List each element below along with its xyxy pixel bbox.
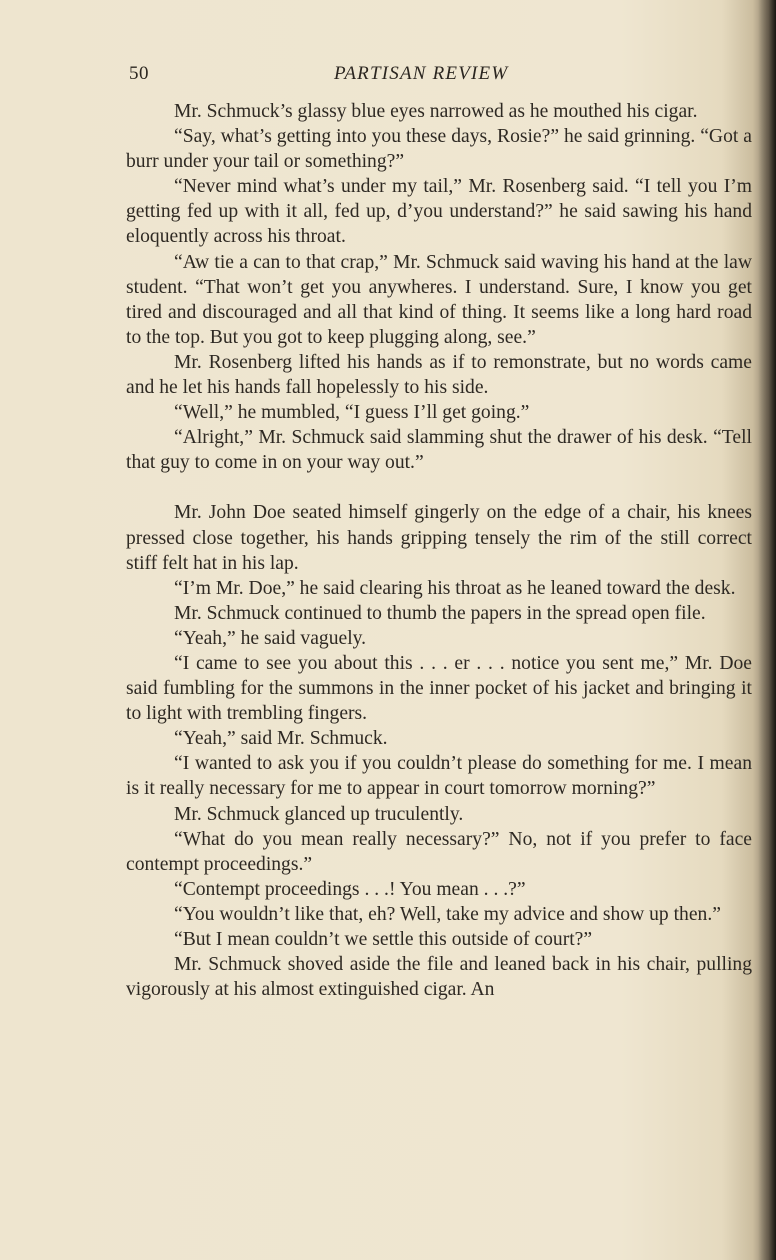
paragraph: “I wanted to ask you if you couldn’t please do something for me. I mean is it really necessary for me to appear in court tomorrow morning?” [126, 753, 752, 800]
paragraph: “Never mind what’s under my tail,” Mr. Rosenberg said. “I tell you I’m getting fed up with it all, fed up, d’you understand?” he said sawing his hand eloquently across his throat. [126, 176, 752, 248]
paragraph: Mr. Schmuck continued to thumb the papers in the spread open file. [174, 602, 706, 624]
paragraph: “But I mean couldn’t we settle this outside of court?” [174, 929, 593, 950]
paragraph: “Yeah,” said Mr. Schmuck. [174, 728, 388, 750]
paragraph: “Say, what’s getting into you these days, Rosie?” he said grinning. “Got a burr under your tail or something?” [126, 126, 752, 173]
page-number: 50 [129, 63, 149, 84]
paragraph: Mr. Schmuck’s glassy blue eyes narrowed as he mouthed his cigar. [174, 101, 698, 122]
paragraph: “I’m Mr. Doe,” he said clearing his throat as he leaned toward the desk. [174, 577, 736, 599]
paragraph: “Contempt proceedings . . .! You mean . . .?” [174, 878, 526, 900]
paragraph: “Well,” he mumbled, “I guess I’ll get going.” [174, 402, 530, 424]
paragraph: “Aw tie a can to that crap,” Mr. Schmuck said waving his hand at the law student. “That won’t get you anywheres. I understand. Sure, I know you get tired and discouraged and all that kind of thing. It seems like a long hard road to the top. But you got to keep plugging along, see.” [126, 251, 752, 348]
paragraph: Mr. Rosenberg lifted his hands as if to remonstrate, but no words came and he let his hands fall hopelessly to his side. [126, 351, 752, 399]
paragraph: Mr. Schmuck shoved aside the file and leaned back in his chair, pulling vigorously at his almost extinguished cigar. An [126, 954, 752, 1001]
paragraph: “You wouldn’t like that, eh? Well, take my advice and show up then.” [174, 903, 721, 925]
body-text [126, 99, 752, 1002]
page-header [129, 63, 751, 91]
paragraph: Mr. John Doe seated himself gingerly on the edge of a chair, his knees pressed close together, his hands gripping tensely the rim of the still correct stiff felt hat in his lap. [126, 502, 752, 574]
paragraph: Mr. Schmuck glanced up truculently. [174, 803, 464, 825]
paragraph: “Alright,” Mr. Schmuck said slamming shut the drawer of his desk. “Tell that guy to come in on your way out.” [126, 427, 752, 474]
running-title: PARTISAN REVIEW [334, 63, 509, 84]
page-edge-shadow [758, 0, 776, 1260]
paragraph: “I came to see you about this . . . er . . . notice you sent me,” Mr. Doe said fumbling for the summons in the inner pocket of his jacket and bringing it to light with trembling fingers. [126, 652, 752, 725]
paragraph: “What do you mean really necessary?” No, not if you prefer to face contempt proceedings.” [126, 828, 752, 875]
paragraph: “Yeah,” he said vaguely. [174, 627, 367, 649]
